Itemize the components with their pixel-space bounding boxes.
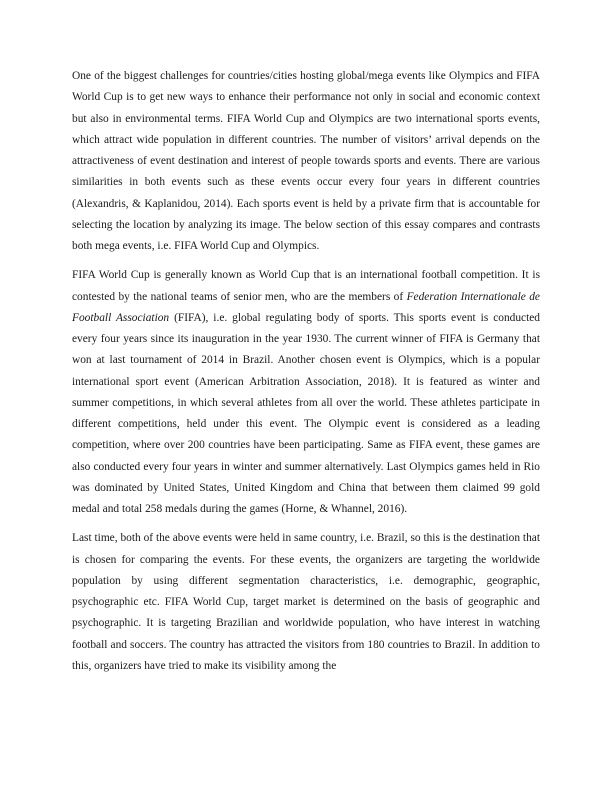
- paragraph-fifa-olympics: [72, 265, 540, 520]
- document-body: [72, 66, 540, 685]
- paragraph-intro: One of the biggest challenges for countries/cities hosting global/mega events like Olympics and FIFA World Cup is to get new ways to enhance their performance not only in social and economic context but also in environmental terms. FIFA World Cup and Olympics are two international sports events, which attract wide population in different countries. The number of visitors’ arrival depends on the attractiveness of event destination and interest of people towards sports and events. There are various similarities in both events such as these events occur every four years in different countries (Alexandris, & Kaplanidou, 2014). Each sports event is held by a private firm that is accountable for selecting the location by analyzing its image. The below section of this essay compares and contrasts both mega events, i.e. FIFA World Cup and Olympics.: [72, 70, 540, 252]
- italic-org-name: Federation Internationale de Football Association: [72, 290, 540, 324]
- paragraph-destination: Last time, both of the above events were held in same country, i.e. Brazil, so this is the destination that is chosen for comparing the events. For these events, the organizers are targeting the worldwide population by using different segmentation characteristics, i.e. demographic, geographic, psychographic etc. FIFA World Cup, target market is determined on the basis of geographic and psychographic. It is targeting Brazilian and worldwide population, who have interest in watching football and soccers. The country has attracted the visitors from 180 countries to Brazil. In addition to this, organizers have tried to make its visibility among the: [72, 532, 540, 672]
- paragraph-text: FIFA World Cup is generally known as World Cup that is an international football competition. It is contested by the national teams of senior men, who are the members of: [72, 269, 540, 303]
- paragraph-text: (FIFA), i.e. global regulating body of sports. This sports event is conducted every four years since its inauguration in the year 1930. The current winner of FIFA is Germany that won at last tournament of 2014 in Brazil. Another chosen event is Olympics, which is a popular international sport event (American Arbitration Association, 2018). It is featured as winter and summer competitions, in which several athletes from all over the world. These athletes participate in different competitions, held under this event. The Olympic event is considered as a leading competition, where over 200 countries have been participating. Same as FIFA event, these games are also conducted every four years in winter and summer alternatively. Last Olympics games held in Rio was dominated by United States, United Kingdom and China that between them claimed 99 gold medal and total 258 medals during the games (Horne, & Whannel, 2016).: [72, 311, 541, 515]
